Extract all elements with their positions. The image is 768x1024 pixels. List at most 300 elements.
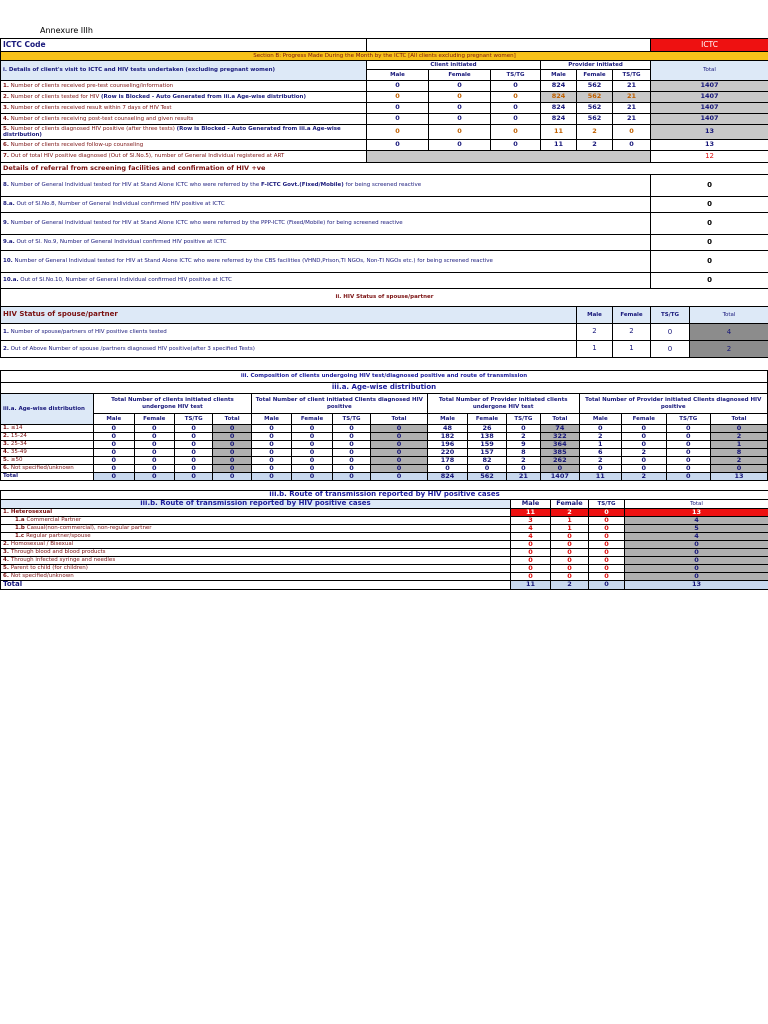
- row-value[interactable]: 0: [429, 92, 491, 103]
- route-cell: 0: [625, 573, 768, 581]
- row-number: 10.a.: [3, 277, 19, 284]
- row-7-value[interactable]: 12: [651, 151, 768, 163]
- route-cell[interactable]: 0: [511, 549, 551, 557]
- age-cell[interactable]: 0: [174, 441, 212, 449]
- row-value[interactable]: 562: [577, 103, 613, 114]
- age-cell[interactable]: 824: [427, 473, 467, 481]
- age-cell[interactable]: 0: [579, 465, 621, 473]
- age-cell[interactable]: 0: [94, 473, 134, 481]
- age-cell[interactable]: 0: [134, 457, 174, 465]
- age-row: [1, 433, 768, 441]
- spouse-row: [1, 341, 768, 358]
- route-table: [0, 490, 768, 590]
- route-col-total: Total: [625, 500, 768, 509]
- spouse-total: 2: [690, 341, 768, 357]
- age-col-header: TS/TG: [666, 414, 711, 425]
- route-cell[interactable]: 0: [589, 525, 625, 533]
- row-note: (Row is Blocked - Auto Generated from iii.a Age-wise distribution): [101, 93, 306, 100]
- age-cell[interactable]: 0: [666, 457, 711, 465]
- age-cell[interactable]: 2: [506, 457, 540, 465]
- age-cell[interactable]: 0: [134, 441, 174, 449]
- age-cell[interactable]: 0: [251, 465, 291, 473]
- age-cell: 8: [711, 449, 768, 457]
- age-cell[interactable]: 26: [468, 425, 506, 433]
- spouse-tstg[interactable]: 0: [651, 341, 690, 357]
- row-value[interactable]: 0: [429, 114, 491, 125]
- referral-row: [1, 197, 768, 213]
- row-number: 1.: [3, 328, 9, 335]
- age-cell[interactable]: 2: [579, 433, 621, 441]
- age-row: [1, 457, 768, 465]
- row-number: 8.a.: [3, 201, 15, 208]
- row-number: 1.b: [15, 525, 27, 532]
- age-cell: 0: [711, 465, 768, 473]
- row-number: 4.: [3, 557, 11, 564]
- age-cell[interactable]: 0: [94, 457, 134, 465]
- age-col-header: Female: [292, 414, 332, 425]
- spouse-male[interactable]: 1: [577, 341, 613, 358]
- age-cell[interactable]: 0: [134, 465, 174, 473]
- age-col-header: Total: [371, 414, 428, 425]
- referral-label: 10.a. Out of Sl.No.10, Number of General Individual confirmed HIV positive at ICTC: [1, 273, 651, 289]
- route-cell[interactable]: 0: [589, 549, 625, 557]
- route-cell: 0: [625, 549, 768, 557]
- age-cell[interactable]: 0: [666, 473, 711, 481]
- row-number: 8.: [3, 182, 9, 189]
- section-i-row: [1, 114, 768, 125]
- row-number: 2.: [3, 541, 11, 548]
- age-cell: 0: [213, 449, 251, 457]
- spouse-col-total: Total: [722, 311, 736, 318]
- age-cell[interactable]: 0: [579, 425, 621, 433]
- age-row: [1, 449, 768, 457]
- route-row: [1, 541, 768, 549]
- annexure-label: Annexure IIIh: [40, 26, 93, 35]
- age-cell[interactable]: 0: [292, 473, 332, 481]
- row-number: 3.: [3, 549, 11, 556]
- row-value[interactable]: 0: [367, 140, 429, 151]
- referral-value[interactable]: 0: [651, 251, 768, 273]
- spouse-col-tstg: TS/TG: [651, 307, 690, 323]
- age-cell[interactable]: 0: [292, 433, 332, 441]
- spouse-male[interactable]: 2: [577, 324, 613, 341]
- route-row: [1, 517, 768, 525]
- row-value[interactable]: 1407: [651, 92, 768, 103]
- route-total-label: Total: [1, 581, 511, 590]
- route-label: 2. Homosexual / Bisexual: [1, 541, 511, 549]
- age-cell[interactable]: 0: [174, 425, 212, 433]
- age-group-1: Total Number of clients initiated clients undergone HIV test: [94, 394, 252, 414]
- route-cell[interactable]: 0: [511, 557, 551, 565]
- ictc-label: ICTC: [651, 39, 768, 52]
- age-cell[interactable]: 0: [332, 465, 370, 473]
- spouse-title: HIV Status of spouse/partner: [1, 307, 577, 324]
- total-header: Total: [651, 61, 768, 81]
- route-cell: 0: [625, 565, 768, 573]
- age-cell[interactable]: 1: [579, 441, 621, 449]
- route-cell[interactable]: 4: [511, 525, 551, 533]
- referral-value[interactable]: 0: [651, 197, 768, 213]
- age-cell[interactable]: 220: [427, 449, 467, 457]
- section-banner: Section B: Progress Made During the Month by the ICTC [All clients excluding pregnant women]: [1, 52, 768, 61]
- age-col-header: Total: [213, 414, 251, 425]
- age-cell[interactable]: 0: [622, 433, 667, 441]
- spouse-right-headers: [651, 307, 768, 324]
- age-cell[interactable]: 0: [292, 465, 332, 473]
- route-cell[interactable]: 0: [589, 517, 625, 525]
- age-cell[interactable]: 0: [292, 425, 332, 433]
- age-cell: 0: [371, 433, 428, 441]
- referral-value[interactable]: 0: [651, 273, 768, 289]
- route-cell[interactable]: 0: [551, 549, 589, 557]
- age-cell: 0: [213, 441, 251, 449]
- row-value[interactable]: 0: [367, 103, 429, 114]
- age-cell[interactable]: 0: [332, 425, 370, 433]
- age-cell[interactable]: 0: [174, 473, 212, 481]
- route-label: 1. Heterosexual: [1, 509, 511, 517]
- age-col-header: Male: [579, 414, 621, 425]
- row-value[interactable]: 0: [367, 125, 429, 140]
- route-cell[interactable]: 0: [589, 533, 625, 541]
- row-label: 1. Number of clients received pre-test counseling/information: [1, 81, 367, 92]
- row-value[interactable]: 0: [367, 92, 429, 103]
- route-cell[interactable]: 0: [551, 565, 589, 573]
- age-label: 1. ≤14: [1, 425, 94, 433]
- age-cell[interactable]: 138: [468, 433, 506, 441]
- spouse-label: 2. Out of Above Number of spouse /partners diagnosed HIV positive(after 3 specified Tests): [1, 341, 577, 358]
- route-cell[interactable]: 0: [551, 573, 589, 581]
- age-cell[interactable]: 0: [666, 449, 711, 457]
- age-cell[interactable]: 0: [506, 425, 540, 433]
- age-cell[interactable]: 196: [427, 441, 467, 449]
- route-cell[interactable]: 3: [511, 517, 551, 525]
- row-value[interactable]: 0: [429, 81, 491, 92]
- route-row: [1, 549, 768, 557]
- spouse-female[interactable]: 1: [613, 341, 651, 358]
- row-number: 5.: [3, 125, 9, 132]
- age-cell[interactable]: 562: [468, 473, 506, 481]
- age-col-header: Total: [711, 414, 768, 425]
- spouse-col-male: Male: [577, 307, 613, 324]
- row-value[interactable]: 0: [491, 140, 541, 151]
- row-value[interactable]: 2: [577, 125, 613, 140]
- age-cell: 1407: [541, 473, 579, 481]
- route-cell[interactable]: 4: [511, 533, 551, 541]
- age-cell[interactable]: 0: [134, 425, 174, 433]
- row-number: 2.: [3, 345, 9, 352]
- route-cell[interactable]: 1: [551, 517, 589, 525]
- row-value[interactable]: 824: [541, 92, 577, 103]
- row-value[interactable]: 562: [577, 81, 613, 92]
- age-cell[interactable]: 0: [94, 433, 134, 441]
- row-number: 6.: [3, 573, 11, 580]
- section-i-rows: [1, 81, 768, 151]
- row-number: 5.: [3, 565, 11, 572]
- route-label: 5. Parent to child (for children): [1, 565, 511, 573]
- age-cell[interactable]: 0: [292, 457, 332, 465]
- age-cell: 385: [541, 449, 579, 457]
- row-value[interactable]: 562: [577, 114, 613, 125]
- row-number: 4.: [3, 449, 11, 456]
- age-cell[interactable]: 0: [134, 449, 174, 457]
- age-cell[interactable]: 0: [332, 473, 370, 481]
- age-group-4: Total Number of Provider initiated Clients diagnosed HIV positive: [579, 394, 767, 414]
- age-cell[interactable]: 0: [622, 465, 667, 473]
- row-value[interactable]: 11: [541, 140, 577, 151]
- age-label: 5. ≥50: [1, 457, 94, 465]
- age-cell[interactable]: 0: [251, 457, 291, 465]
- route-cell[interactable]: 0: [589, 509, 625, 517]
- age-cell[interactable]: 2: [579, 457, 621, 465]
- row-value[interactable]: 0: [429, 125, 491, 140]
- row-value[interactable]: 13: [651, 140, 768, 151]
- age-cell[interactable]: 0: [292, 441, 332, 449]
- age-col-header: Total: [541, 414, 579, 425]
- row-number: 10.: [3, 258, 13, 265]
- col-female: Female: [577, 70, 613, 81]
- age-cell[interactable]: 2: [622, 473, 667, 481]
- age-label: 4. 35-49: [1, 449, 94, 457]
- age-cell[interactable]: 0: [622, 425, 667, 433]
- referral-title: Details of referral from screening facilities and confirmation of HIV +ve: [1, 163, 768, 175]
- row-value[interactable]: 0: [491, 81, 541, 92]
- referral-label: 8. Number of General Individual tested for HIV at Stand Alone ICTC who were referred by the F-ICTC Govt.(Fixed/Mobile) for being screened reactive: [1, 175, 651, 197]
- row-value[interactable]: 562: [577, 92, 613, 103]
- row-value[interactable]: 824: [541, 103, 577, 114]
- row-value[interactable]: 0: [613, 125, 651, 140]
- age-cell: 74: [541, 425, 579, 433]
- row-number: 2.: [3, 433, 11, 440]
- age-cell[interactable]: 157: [468, 449, 506, 457]
- section-i-row: [1, 81, 768, 92]
- age-cell[interactable]: 0: [251, 473, 291, 481]
- age-row-header: iii.a. Age-wise distribution: [1, 394, 94, 425]
- col-male: Male: [541, 70, 577, 81]
- age-cell[interactable]: 0: [468, 465, 506, 473]
- row-number: 1.c: [15, 533, 27, 540]
- age-cell: 2: [711, 433, 768, 441]
- age-cell[interactable]: 0: [174, 433, 212, 441]
- route-total-cell: 0: [589, 581, 625, 590]
- age-cell[interactable]: 0: [94, 465, 134, 473]
- age-cell[interactable]: 48: [427, 425, 467, 433]
- referral-value[interactable]: 0: [651, 235, 768, 251]
- age-cell[interactable]: 0: [427, 465, 467, 473]
- age-cell[interactable]: 0: [666, 425, 711, 433]
- age-cell: 0: [371, 473, 428, 481]
- route-cell[interactable]: 2: [551, 509, 589, 517]
- referral-row: [1, 235, 768, 251]
- age-label: 3. 25-34: [1, 441, 94, 449]
- row-note: (Row is Blocked - Auto Generated from iii.a Age-wise distribution): [3, 125, 341, 138]
- referral-rows: [1, 175, 768, 289]
- age-cell[interactable]: 0: [94, 425, 134, 433]
- age-col-header: Female: [468, 414, 506, 425]
- referral-value[interactable]: 0: [651, 175, 768, 197]
- row-number: 1.: [3, 425, 11, 432]
- row-value[interactable]: 1407: [651, 114, 768, 125]
- route-cell[interactable]: 0: [589, 557, 625, 565]
- row-label: 3. Number of clients received result within 7 days of HIV Test: [1, 103, 367, 114]
- route-cell[interactable]: 1: [551, 525, 589, 533]
- route-cell[interactable]: 0: [511, 573, 551, 581]
- age-cell[interactable]: 0: [134, 473, 174, 481]
- age-cell[interactable]: 0: [332, 441, 370, 449]
- age-cell[interactable]: 0: [94, 449, 134, 457]
- age-cell[interactable]: 178: [427, 457, 467, 465]
- spouse-right: [651, 341, 768, 358]
- spouse-col-female: Female: [613, 307, 651, 324]
- age-cell: 0: [371, 441, 428, 449]
- section-i-row: [1, 125, 768, 140]
- age-cell[interactable]: 9: [506, 441, 540, 449]
- age-cell[interactable]: 0: [332, 449, 370, 457]
- route-cell[interactable]: 0: [589, 573, 625, 581]
- row-value[interactable]: 0: [491, 114, 541, 125]
- row-value[interactable]: 11: [541, 125, 577, 140]
- row-value[interactable]: 0: [429, 140, 491, 151]
- row-value[interactable]: 0: [613, 140, 651, 151]
- row-value[interactable]: 0: [491, 103, 541, 114]
- age-cell[interactable]: 8: [506, 449, 540, 457]
- age-cell[interactable]: 0: [174, 449, 212, 457]
- age-row: [1, 425, 768, 433]
- row-value[interactable]: 0: [367, 114, 429, 125]
- row-value[interactable]: 0: [491, 125, 541, 140]
- age-total-row: [1, 473, 768, 481]
- route-row: [1, 509, 768, 517]
- row-value[interactable]: 824: [541, 114, 577, 125]
- row-7-label: 7. Out of total HIV positive diagnosed (Out of Sl.No.5), number of General Individual registered at ART: [1, 151, 367, 163]
- row-value[interactable]: 824: [541, 81, 577, 92]
- route-cell: 5: [625, 525, 768, 533]
- age-cell[interactable]: 0: [666, 465, 711, 473]
- age-cell[interactable]: 0: [666, 433, 711, 441]
- referral-row: [1, 213, 768, 235]
- route-row: [1, 573, 768, 581]
- col-female: Female: [429, 70, 491, 81]
- age-banner: iii. Composition of clients undergoing HIV test/diagnosed positive and route of transmission: [1, 371, 768, 383]
- row-value[interactable]: 21: [613, 81, 651, 92]
- age-cell: 1: [711, 441, 768, 449]
- age-cell[interactable]: 0: [622, 441, 667, 449]
- age-cell[interactable]: 0: [94, 441, 134, 449]
- route-cell[interactable]: 0: [551, 533, 589, 541]
- route-cell[interactable]: 0: [551, 541, 589, 549]
- age-cell[interactable]: 2: [622, 449, 667, 457]
- row-number: 9.: [3, 220, 9, 227]
- referral-value[interactable]: 0: [651, 213, 768, 235]
- referral-label: 9. Number of General Individual tested for HIV at Stand Alone ICTC who were referred by the PPP-ICTC (Fixed/Mobile) for being screened reactive: [1, 213, 651, 235]
- age-cell: 0: [213, 465, 251, 473]
- route-row: [1, 557, 768, 565]
- age-cell[interactable]: 2: [506, 433, 540, 441]
- route-cell[interactable]: 0: [511, 565, 551, 573]
- age-cell[interactable]: 0: [251, 425, 291, 433]
- route-cell[interactable]: 0: [589, 565, 625, 573]
- age-cell[interactable]: 0: [506, 465, 540, 473]
- spouse-label: 1. Number of spouse/partners of HIV positive clients tested: [1, 324, 577, 341]
- age-cell[interactable]: 21: [506, 473, 540, 481]
- route-cell[interactable]: 0: [589, 541, 625, 549]
- age-cell[interactable]: 0: [174, 457, 212, 465]
- route-label: 1.b Casual(non-commercial), non-regular partner: [1, 525, 511, 533]
- route-cell: 4: [625, 517, 768, 525]
- route-total-row: [1, 581, 768, 590]
- row-value[interactable]: 1407: [651, 103, 768, 114]
- age-cell[interactable]: 6: [579, 449, 621, 457]
- age-label: Total: [1, 473, 94, 481]
- route-cell[interactable]: 0: [551, 557, 589, 565]
- age-cell[interactable]: 0: [134, 433, 174, 441]
- age-cell[interactable]: 0: [251, 441, 291, 449]
- row-value[interactable]: 13: [651, 125, 768, 140]
- row-label: 2. Number of clients tested for HIV (Row is Blocked - Auto Generated from iii.a Age-wise distribution): [1, 92, 367, 103]
- age-cell[interactable]: 0: [332, 457, 370, 465]
- age-cell[interactable]: 0: [666, 441, 711, 449]
- ictc-code-field[interactable]: [367, 39, 651, 52]
- row-value[interactable]: 2: [577, 140, 613, 151]
- spouse-female[interactable]: 2: [613, 324, 651, 341]
- row-value[interactable]: 0: [429, 103, 491, 114]
- spouse-tstg[interactable]: 0: [651, 324, 690, 340]
- row-number: 2.: [3, 93, 9, 100]
- age-cell: 0: [711, 425, 768, 433]
- route-total-cell: 13: [625, 581, 768, 590]
- age-col-header: Female: [134, 414, 174, 425]
- route-cell: 13: [625, 509, 768, 517]
- route-cell[interactable]: 0: [511, 541, 551, 549]
- col-tstg: TS/TG: [491, 70, 541, 81]
- route-title: iii.b. Route of transmission reported by HIV positive cases: [1, 500, 511, 509]
- row-value[interactable]: 0: [491, 92, 541, 103]
- row-value[interactable]: 1407: [651, 81, 768, 92]
- client-initiated-header: Client initiated: [367, 61, 541, 70]
- age-col-header: Male: [427, 414, 467, 425]
- age-cell: 0: [213, 433, 251, 441]
- age-cell[interactable]: 182: [427, 433, 467, 441]
- route-label: 1.a Commercial Partner: [1, 517, 511, 525]
- age-cell: 0: [541, 465, 579, 473]
- route-cell[interactable]: 11: [511, 509, 551, 517]
- age-cell[interactable]: 0: [332, 433, 370, 441]
- age-cell[interactable]: 0: [174, 465, 212, 473]
- row-label: 6. Number of clients received follow-up counseling: [1, 140, 367, 151]
- row-value[interactable]: 21: [613, 103, 651, 114]
- row-number: 1.: [3, 82, 9, 89]
- age-cell[interactable]: 0: [292, 449, 332, 457]
- row-value[interactable]: 21: [613, 92, 651, 103]
- age-cell[interactable]: 0: [622, 457, 667, 465]
- progress-table: [0, 38, 768, 358]
- spouse-rows: [1, 324, 768, 358]
- age-cell: 322: [541, 433, 579, 441]
- route-banner: iii.b. Route of transmission reported by HIV positive cases: [1, 491, 768, 500]
- age-col-header: TS/TG: [506, 414, 540, 425]
- referral-row: [1, 175, 768, 197]
- age-cell[interactable]: 0: [251, 449, 291, 457]
- age-cell[interactable]: 0: [251, 433, 291, 441]
- row-number: 5.: [3, 457, 11, 464]
- age-subheader-row: [1, 414, 768, 425]
- age-cell[interactable]: 11: [579, 473, 621, 481]
- route-col-tstg: TS/TG: [589, 500, 625, 509]
- age-cell[interactable]: 159: [468, 441, 506, 449]
- age-cell[interactable]: 82: [468, 457, 506, 465]
- row-value[interactable]: 21: [613, 114, 651, 125]
- row-number: 9.a.: [3, 239, 15, 246]
- row-value[interactable]: 0: [367, 81, 429, 92]
